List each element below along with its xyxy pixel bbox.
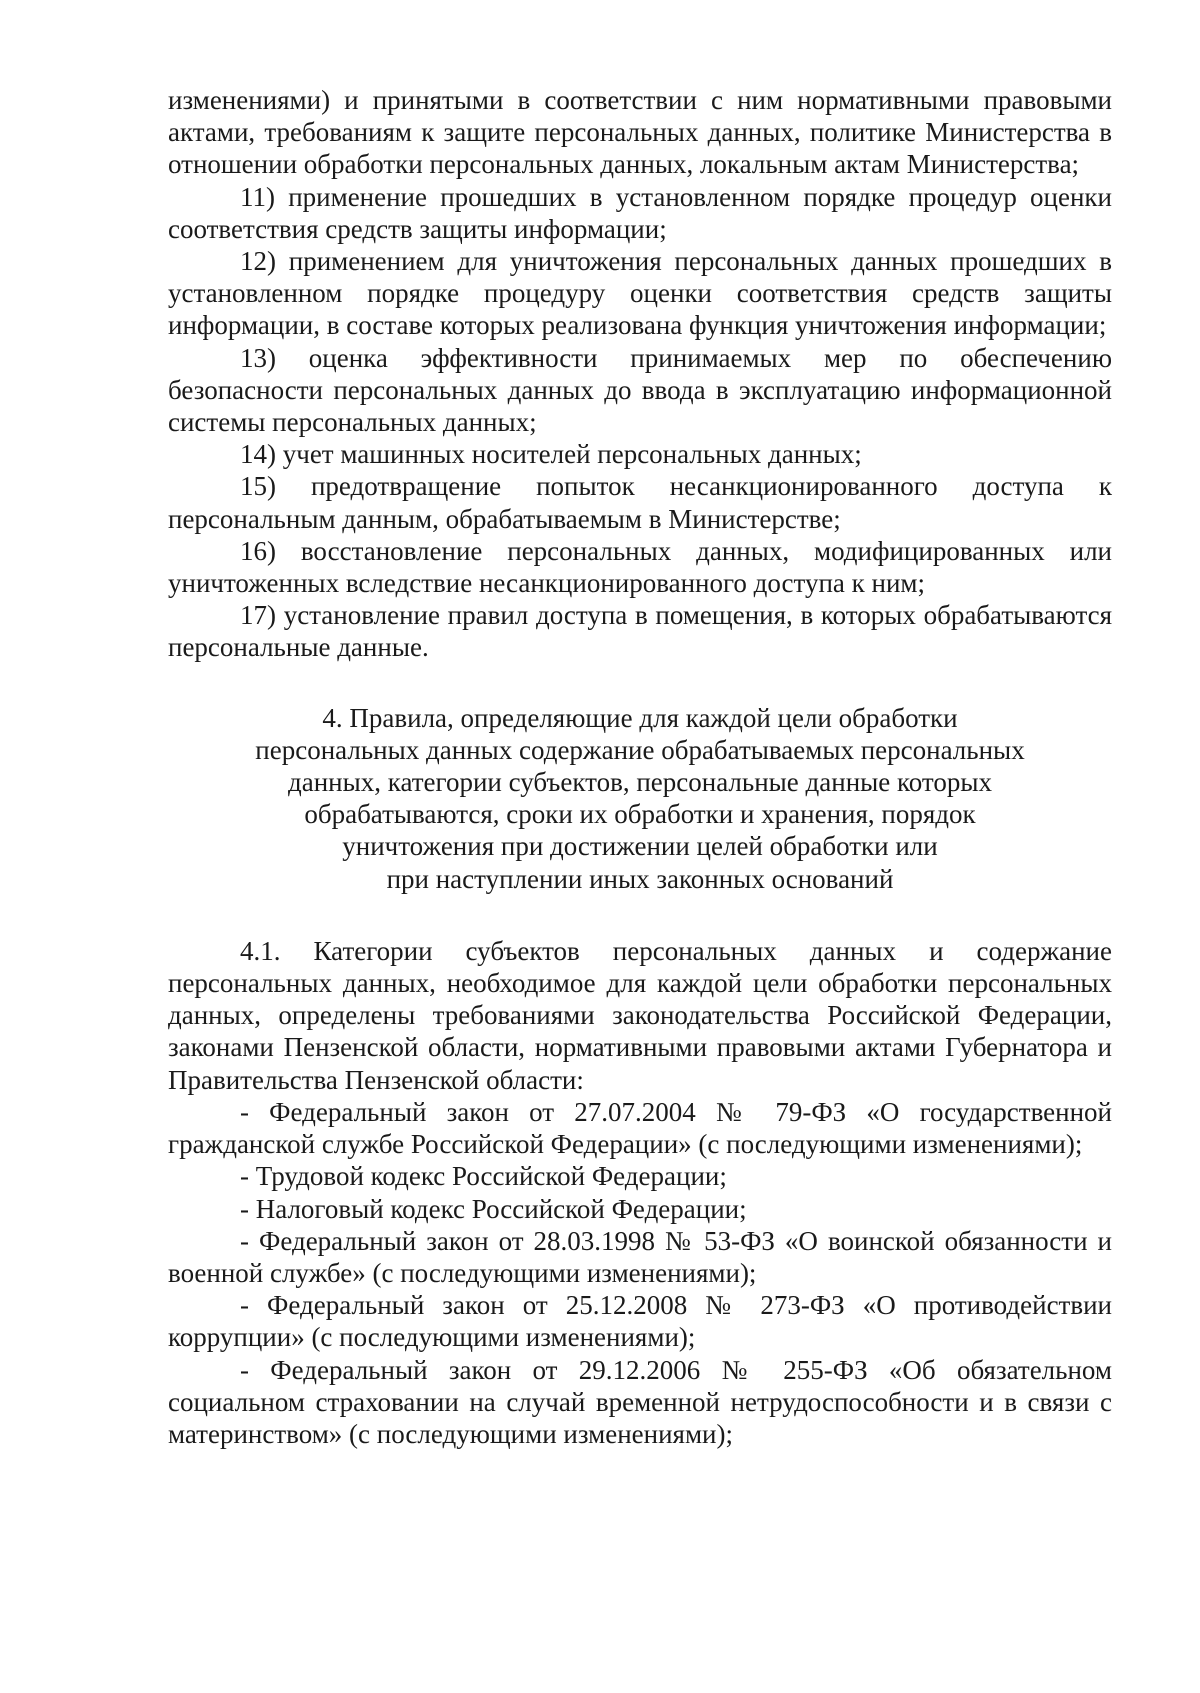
heading-line: 4. Правила, определяющие для каждой цели обработки bbox=[322, 702, 958, 733]
paragraph: 16) восстановление персональных данных, модифицированных или уничтоженных вследствие несанкционированного доступа к ним; bbox=[168, 535, 1112, 599]
paragraphs-bottom bbox=[168, 935, 1112, 1450]
paragraph: 17) установление правил доступа в помещения, в которых обрабатываются персональные данные. bbox=[168, 600, 1112, 663]
paragraph: 13) оценка эффективности принимаемых мер по обеспечению безопасности персональных данных до ввода в эксплуатацию информационной системы персональных данных; bbox=[168, 342, 1112, 438]
paragraph: 4.1. Категории субъектов персональных данных и содержание персональных данных, необходимое для каждой цели обработки персональных данных, определены требованиями законодательства Российской Федерации, законами Пензенской области, нормативными правовыми актами Губернатора и Правительства Пензенской области: bbox=[168, 935, 1112, 1095]
heading-line: при наступлении иных законных оснований bbox=[386, 863, 894, 894]
paragraph: - Федеральный закон от 28.03.1998 № 53-ФЗ «О воинской обязанности и военной службе» (с последующими изменениями); bbox=[168, 1225, 1112, 1288]
paragraph: 15) предотвращение попыток несанкционированного доступа к персональным данным, обрабатываемым в Министерстве; bbox=[168, 471, 1112, 534]
document-page bbox=[168, 84, 1112, 1450]
paragraph: - Федеральный закон от 25.12.2008 № 273-ФЗ «О противодействии коррупции» (с последующими изменениями); bbox=[168, 1290, 1112, 1353]
heading-line: уничтожения при достижении целей обработки или bbox=[342, 831, 938, 862]
paragraph: изменениями) и принятыми в соответствии с ним нормативными правовыми актами, требованиям к защите персональных данных, политике Министерства в отношении обработки персональных данных, локальным актам Министерства; bbox=[168, 85, 1112, 180]
paragraph: - Федеральный закон от 27.07.2004 № 79-ФЗ «О государственной гражданской службе Российской Федерации» (с последующими изменениями); bbox=[168, 1096, 1112, 1160]
paragraph: - Налоговый кодекс Российской Федерации; bbox=[240, 1193, 747, 1224]
paragraph: - Трудовой кодекс Российской Федерации; bbox=[240, 1161, 727, 1192]
paragraph: 12) применением для уничтожения персональных данных прошедших в установленном порядке процедуру оценки соответствия средств защиты информации, в составе которых реализована функция уничтожения информации; bbox=[168, 246, 1112, 341]
section-heading bbox=[168, 702, 1112, 895]
heading-line: персональных данных содержание обрабатываемых персональных bbox=[255, 734, 1025, 765]
paragraph: 11) применение прошедших в установленном порядке процедур оценки соответствия средств защиты информации; bbox=[168, 181, 1112, 244]
paragraphs-top bbox=[168, 84, 1112, 664]
heading-line: обрабатываются, сроки их обработки и хранения, порядок bbox=[304, 799, 976, 830]
heading-line: данных, категории субъектов, персональные данные которых bbox=[288, 767, 992, 798]
paragraph: 14) учет машинных носителей персональных данных; bbox=[240, 439, 862, 470]
paragraph: - Федеральный закон от 29.12.2006 № 255-ФЗ «Об обязательном социальном страховании на случай временной нетрудоспособности и в связи с материнством» (с последующими изменениями); bbox=[168, 1354, 1112, 1449]
